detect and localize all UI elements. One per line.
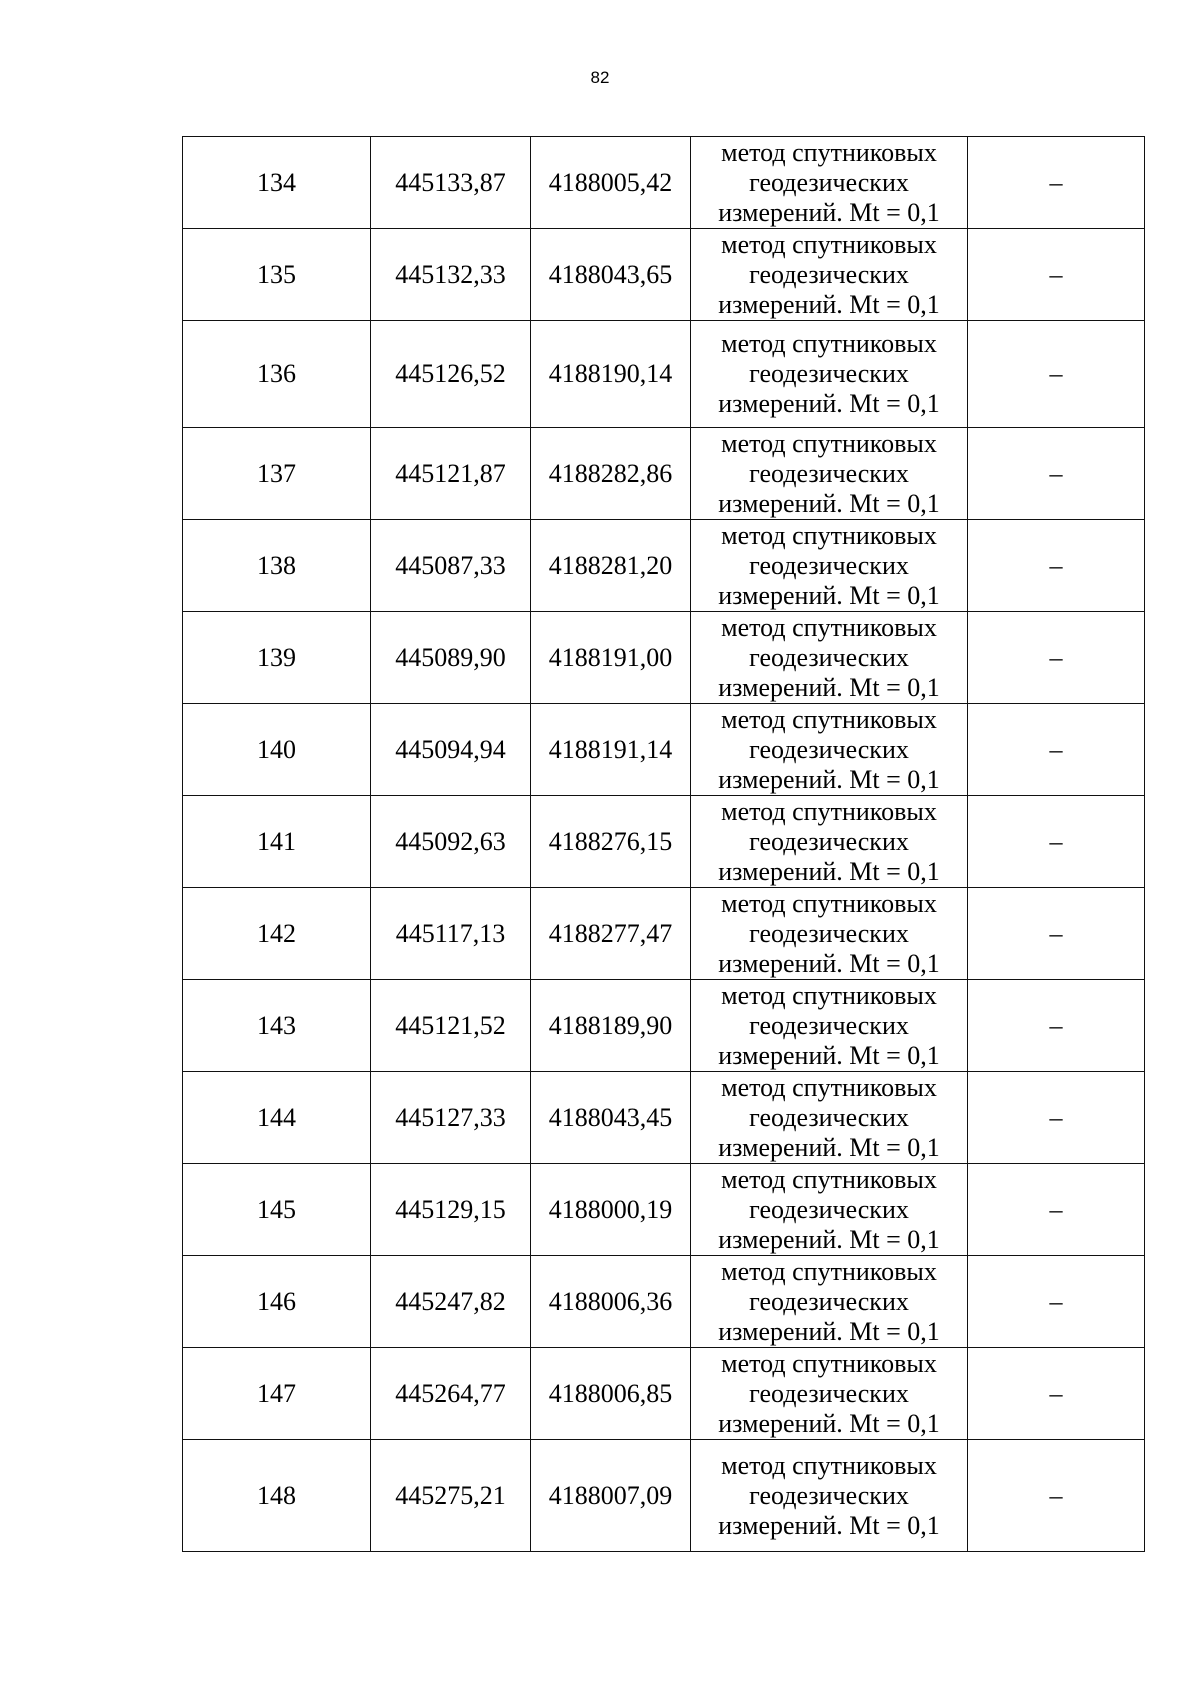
method-line: геодезических xyxy=(749,1480,909,1510)
table-row xyxy=(183,229,1145,321)
method-line: метод спутниковых xyxy=(721,520,937,550)
x-coordinate-cell: 445264,77 xyxy=(371,1348,531,1440)
x-coordinate-cell: 445092,63 xyxy=(371,796,531,888)
method-line: метод спутниковых xyxy=(721,980,937,1010)
method-line: геодезических xyxy=(749,359,909,388)
table-row xyxy=(183,1164,1145,1256)
method-line: метод спутниковых xyxy=(721,428,937,458)
method-line: измерений. Mt = 0,1 xyxy=(718,764,940,794)
method-cell xyxy=(691,704,968,796)
y-coordinate-cell: 4188191,00 xyxy=(531,612,691,704)
method-cell xyxy=(691,428,968,520)
method-line: геодезических xyxy=(749,550,909,580)
x-coordinate-cell: 445247,82 xyxy=(371,1256,531,1348)
note-cell: – xyxy=(968,1348,1145,1440)
method-line: измерений. Mt = 0,1 xyxy=(718,580,940,610)
note-cell: – xyxy=(968,1072,1145,1164)
point-number-cell: 139 xyxy=(183,612,371,704)
x-coordinate-cell: 445127,33 xyxy=(371,1072,531,1164)
note-cell: – xyxy=(968,137,1145,229)
method-line: измерений. Mt = 0,1 xyxy=(718,1408,940,1438)
table-row xyxy=(183,1348,1145,1440)
table-row xyxy=(183,1256,1145,1348)
method-line: геодезических xyxy=(749,1010,909,1040)
x-coordinate-cell: 445132,33 xyxy=(371,229,531,321)
method-line: измерений. Mt = 0,1 xyxy=(718,389,940,418)
note-cell: – xyxy=(968,229,1145,321)
y-coordinate-cell: 4188043,65 xyxy=(531,229,691,321)
y-coordinate-cell: 4188276,15 xyxy=(531,796,691,888)
point-number-cell: 146 xyxy=(183,1256,371,1348)
y-coordinate-cell: 4188006,36 xyxy=(531,1256,691,1348)
method-line: метод спутниковых xyxy=(721,229,937,259)
note-cell: – xyxy=(968,321,1145,428)
x-coordinate-cell: 445133,87 xyxy=(371,137,531,229)
table-row xyxy=(183,704,1145,796)
note-cell: – xyxy=(968,612,1145,704)
method-cell xyxy=(691,612,968,704)
point-number-cell: 145 xyxy=(183,1164,371,1256)
y-coordinate-cell: 4188000,19 xyxy=(531,1164,691,1256)
x-coordinate-cell: 445121,87 xyxy=(371,428,531,520)
method-line: измерений. Mt = 0,1 xyxy=(718,1040,940,1070)
method-line: геодезических xyxy=(749,734,909,764)
table-row xyxy=(183,520,1145,612)
method-line: метод спутниковых xyxy=(721,1164,937,1194)
method-line: геодезических xyxy=(749,1194,909,1224)
method-line: метод спутниковых xyxy=(721,1072,937,1102)
point-number-cell: 136 xyxy=(183,321,371,428)
method-cell xyxy=(691,1164,968,1256)
method-line: геодезических xyxy=(749,167,909,197)
method-cell xyxy=(691,980,968,1072)
table-row xyxy=(183,137,1145,229)
y-coordinate-cell: 4188191,14 xyxy=(531,704,691,796)
note-cell: – xyxy=(968,520,1145,612)
method-line: геодезических xyxy=(749,458,909,488)
method-cell xyxy=(691,1072,968,1164)
method-cell xyxy=(691,1440,968,1552)
x-coordinate-cell: 445129,15 xyxy=(371,1164,531,1256)
point-number-cell: 147 xyxy=(183,1348,371,1440)
point-number-cell: 134 xyxy=(183,137,371,229)
y-coordinate-cell: 4188043,45 xyxy=(531,1072,691,1164)
note-cell: – xyxy=(968,704,1145,796)
method-line: измерений. Mt = 0,1 xyxy=(718,289,940,319)
method-cell xyxy=(691,1348,968,1440)
method-line: измерений. Mt = 0,1 xyxy=(718,1510,940,1540)
table-row xyxy=(183,1440,1145,1552)
method-cell xyxy=(691,888,968,980)
method-line: метод спутниковых xyxy=(721,796,937,826)
table-row xyxy=(183,980,1145,1072)
y-coordinate-cell: 4188281,20 xyxy=(531,520,691,612)
method-cell xyxy=(691,1256,968,1348)
method-line: измерений. Mt = 0,1 xyxy=(718,488,940,518)
method-line: метод спутниковых xyxy=(721,704,937,734)
x-coordinate-cell: 445117,13 xyxy=(371,888,531,980)
method-line: геодезических xyxy=(749,1378,909,1408)
method-line: геодезических xyxy=(749,1286,909,1316)
coordinates-table-body xyxy=(183,137,1145,1552)
x-coordinate-cell: 445126,52 xyxy=(371,321,531,428)
note-cell: – xyxy=(968,1164,1145,1256)
method-line: метод спутниковых xyxy=(721,888,937,918)
method-line: геодезических xyxy=(749,918,909,948)
method-line: геодезических xyxy=(749,826,909,856)
x-coordinate-cell: 445087,33 xyxy=(371,520,531,612)
method-line: метод спутниковых xyxy=(721,1450,937,1480)
table-row xyxy=(183,612,1145,704)
method-line: геодезических xyxy=(749,642,909,672)
method-cell xyxy=(691,520,968,612)
point-number-cell: 137 xyxy=(183,428,371,520)
y-coordinate-cell: 4188277,47 xyxy=(531,888,691,980)
point-number-cell: 143 xyxy=(183,980,371,1072)
table-row xyxy=(183,321,1145,428)
method-line: метод спутниковых xyxy=(721,329,937,358)
y-coordinate-cell: 4188190,14 xyxy=(531,321,691,428)
method-line: измерений. Mt = 0,1 xyxy=(718,1316,940,1346)
y-coordinate-cell: 4188189,90 xyxy=(531,980,691,1072)
method-line: метод спутниковых xyxy=(721,1348,937,1378)
y-coordinate-cell: 4188006,85 xyxy=(531,1348,691,1440)
method-cell xyxy=(691,137,968,229)
note-cell: – xyxy=(968,980,1145,1072)
page-number: 82 xyxy=(590,68,610,87)
method-cell xyxy=(691,321,968,428)
point-number-cell: 140 xyxy=(183,704,371,796)
note-cell: – xyxy=(968,1440,1145,1552)
point-number-cell: 144 xyxy=(183,1072,371,1164)
y-coordinate-cell: 4188007,09 xyxy=(531,1440,691,1552)
method-line: измерений. Mt = 0,1 xyxy=(718,672,940,702)
method-line: метод спутниковых xyxy=(721,612,937,642)
coordinates-table xyxy=(182,136,1145,1552)
method-line: измерений. Mt = 0,1 xyxy=(718,948,940,978)
method-cell xyxy=(691,796,968,888)
table-row xyxy=(183,888,1145,980)
point-number-cell: 148 xyxy=(183,1440,371,1552)
y-coordinate-cell: 4188005,42 xyxy=(531,137,691,229)
method-cell xyxy=(691,229,968,321)
method-line: метод спутниковых xyxy=(721,137,937,167)
method-line: измерений. Mt = 0,1 xyxy=(718,1132,940,1162)
note-cell: – xyxy=(968,796,1145,888)
method-line: метод спутниковых xyxy=(721,1256,937,1286)
y-coordinate-cell: 4188282,86 xyxy=(531,428,691,520)
method-line: измерений. Mt = 0,1 xyxy=(718,197,940,227)
x-coordinate-cell: 445121,52 xyxy=(371,980,531,1072)
method-line: геодезических xyxy=(749,259,909,289)
x-coordinate-cell: 445089,90 xyxy=(371,612,531,704)
method-line: геодезических xyxy=(749,1102,909,1132)
x-coordinate-cell: 445094,94 xyxy=(371,704,531,796)
point-number-cell: 141 xyxy=(183,796,371,888)
point-number-cell: 135 xyxy=(183,229,371,321)
table-row xyxy=(183,428,1145,520)
method-line: измерений. Mt = 0,1 xyxy=(718,856,940,886)
note-cell: – xyxy=(968,428,1145,520)
point-number-cell: 138 xyxy=(183,520,371,612)
note-cell: – xyxy=(968,1256,1145,1348)
table-row xyxy=(183,1072,1145,1164)
point-number-cell: 142 xyxy=(183,888,371,980)
method-line: измерений. Mt = 0,1 xyxy=(718,1224,940,1254)
note-cell: – xyxy=(968,888,1145,980)
table-row xyxy=(183,796,1145,888)
x-coordinate-cell: 445275,21 xyxy=(371,1440,531,1552)
